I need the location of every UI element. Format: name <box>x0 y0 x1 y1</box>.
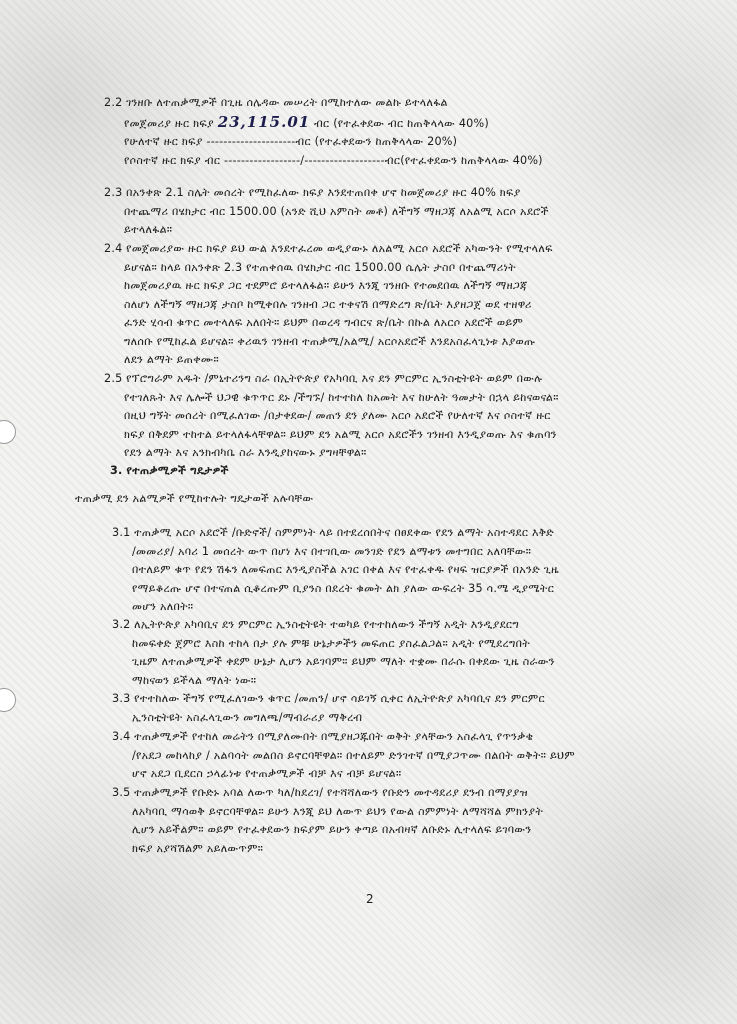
section-3-5: 3.5 ተጠቃሚዎች የቡድኑ አባል ለውጥ ካለ/ከደረገ/ የተሻሻለውን የቡድን መተዳደሪያ ደንብ በማያያዝ ለአካባቢ ማሳወቅ ይኖርባቸዋል። ይሁን እንጂ ይህ ለውጥ ይህን የውል ስምምነት ለማሻሻል ምክንያት ሊሆን አይችልም። ወይም የተፈቀደውን ክፍያም ይሁን ቀጣይ በአብዛኛ ለቡድኑ ሊተላለፍ ይገባውን ክፍያ አያሻሽልም አይለውጥም። <box>112 786 544 855</box>
section-2-4: 2.4 የመጀመሪያው ዙር ክፍያ ይህ ውል እንደተፈረመ ወዲያውኑ ለአልሚ አርሶ አደሮች አካውንት የሚተላለፍ ይሆናል። ከላይ በአንቀጽ 2.3 የተጠቀሰዉ በሄክታር ብር 1500.00 ሴሌት ታስቦ በተጨማሪነት ከመጀመሪያዉ ዙር ክፍያ ጋር ተደምሮ ይተላለፋል። ይሁን እንጂ ገንዘቡ የተመደበዉ ለችግኝ ማዘጋጃ ስለሆነ ለችግኝ ማዘጋጃ ታስቦ ከሚቀበሉ ገንዘብ ጋር ተቀናሽ በማድረግ ጽ/ቤት እያዘጋጀ ወደ ተዘዋሪ ፈንድ ሂሳብ ቁጥር መተላለፍ አለበት። ይህም በወረዳ ግብርና ጽ/ቤት በኩል ለአርሶ አደሮች ወይም ግለሰቡ የሚከፈል ይሆናል። ቀሪዉን ገንዘብ ተጠቃሚ/አልሚ/ አርሶአደሮች እንደአስፈላጊነቱ እያወጡ ለደን ልማት ይጠቀሙ። <box>104 242 553 366</box>
punch-hole-bottom <box>0 688 16 712</box>
handwritten-amount: 23,115.01 <box>217 112 311 131</box>
punch-hole-top <box>0 420 16 444</box>
section-3-2: 3.2 ለኢትዮጵያ አካባቢና ደን ምርምር ኢንስቲትዩት ተወካይ የተተከለውን ችግኝ አዲት እንዲያደርግ ከመፍቀድ ጀምሮ እስከ ተከላ በታ ያሉ ምቹ ሁኔታዎችን መፍጠር ያስፈልጋል። አዲት የሚደረግበት ጊዜም ለተጠቃሚዎች ቀደም ሁኔታ ሊሆን አይገባም። ይህም ማለት ተቋሙ በራሱ በቀደው ጊዜ ስራውን ማከናወን ይችላል ማለት ነው። <box>112 618 555 687</box>
section-2-2: 2.2 ገንዘቡ ለተጠቃሚዎች በጊዜ ሰሌዳው መሠረት በሚከተለው መልኩ ይተላለፋል የመጀመሪያ ዙር ክፍያ 23,115.01 ብር (የተፈቀደው ብር ከጠቅላላው 40%) የሁለተኛ ዙር ክፍያ ---------------------ብር (የተፈቀደውን ከጠቅላላው 20%) የሶስተኛ ዙር ክፍያ ብር ------------------/-------------------ብር(የተፈቀደውን ከጠቅላላው 40%) <box>104 96 543 167</box>
section-3-intro: ተጠቃሚ ደን አልሚዎች የሚከተሉት ግዴታወች አሉባቸው <box>75 492 314 505</box>
section-3-1: 3.1 ተጠቃሚ አርሶ አደሮች /ቡድኖች/ ስምምነት ላይ በተደረሰበትና በፀደቀው የደን ልማት አስተዳደር እቅድ /መመሪያ/ አባሪ 1 መሰረት ውጥ በሆነ እና በተገቢው መንገድ የደን ልማቱን መተግበር አለባቸው። በተለይም ቁጥ የደን ሽፋን ለመፍጠር እንዲያስችል አገር በቀል እና የተፈቀዱ የዛፍ ዝርያዎች በአንድ ጊዜ የማይቆረጡ ሆኖ በተናጠል ሲቆረጡም ቢያንስ በደረት ቁመት ልክ ያለው ውፍረት 35 ሳ.ሜ ዲያሜትር መሆን አለበት። <box>112 526 559 613</box>
section-2-5: 2.5 የፕሮግራም አዱት /ምኒተሪንግ ስራ በኢትዮጵያ የአካባቢ እና ደን ምርምር ኢንስቲትዩት ወይም በውሉ የተገለጹት እና ሌሎች ህጋዊ ቁጥጥር ደኑ /ችግኙ/ ከተተከለ ከአመት እና ከሁለት ዓመታት በኋላ ይከናወናል። በዚህ ግኝት መሰረት በሚፈለገው /በታቀደው/ መጠን ደን ያለሙ አርሶ አደሮች የሁለተኛ እና ሶስተኛ ዙር ክፍያ በቅደም ተከተል ይተላለፋላቸዋል። ይህም ደን አልሚ አርሶ አደሮችን ገንዘብ እንዲያወጡ እና ቁጠባን የደን ልማት እና አንክብካቤ ስራ እንዲያከናውኑ ያግዛቸዋል። <box>104 372 559 459</box>
section-3-3: 3.3 የተተከለው ችግኝ የሚፈለገውን ቁጥር /መጠን/ ሆኖ ሳይገኝ ሲቀር ለኢትዮጵያ አካባቢና ደን ምርምር ኢንስቲትዩት አስፈላጊውን መግለጫ/ማብራሪያ ማቅረብ <box>112 692 545 724</box>
section-3-heading: 3. የተጠቃሚዎች ግዴታዎች <box>110 464 229 477</box>
section-3-4: 3.4 ተጠቃሚዎች የተከለ መሬትን በሚያለሙበት በሚያዘጋጁበት ወቅት ያላቸውን አስፈላጊ የጥንቃቄ /የአደጋ መከላከያ / አልባሳት መልበስ ይኖርባቸዋል። በተለይም ድንገተኛ በሚያጋጥሙ በልበት ወቅት። ይህም ሆኖ አደጋ ቢደርስ ኃላፊነቱ የተጠቃሚዎች ብቻ እና ብቻ ይሆናል። <box>112 730 575 780</box>
section-2-3: 2.3 በአንቀጽ 2.1 ስሌት መሰረት የሚከፈለው ክፍያ እንደተጠበቀ ሆኖ ከመጀመሪያ ዙር 40% ክፍያ በተጨማሪ በሄክታር ብር 1500.00 (አንድ ሺህ አምስት መቶ) ለችግኝ ማዘጋጃ ለአልሚ አርሶ አደሮች ይተላለፋል። <box>104 186 549 236</box>
page-number: 2 <box>366 892 374 906</box>
